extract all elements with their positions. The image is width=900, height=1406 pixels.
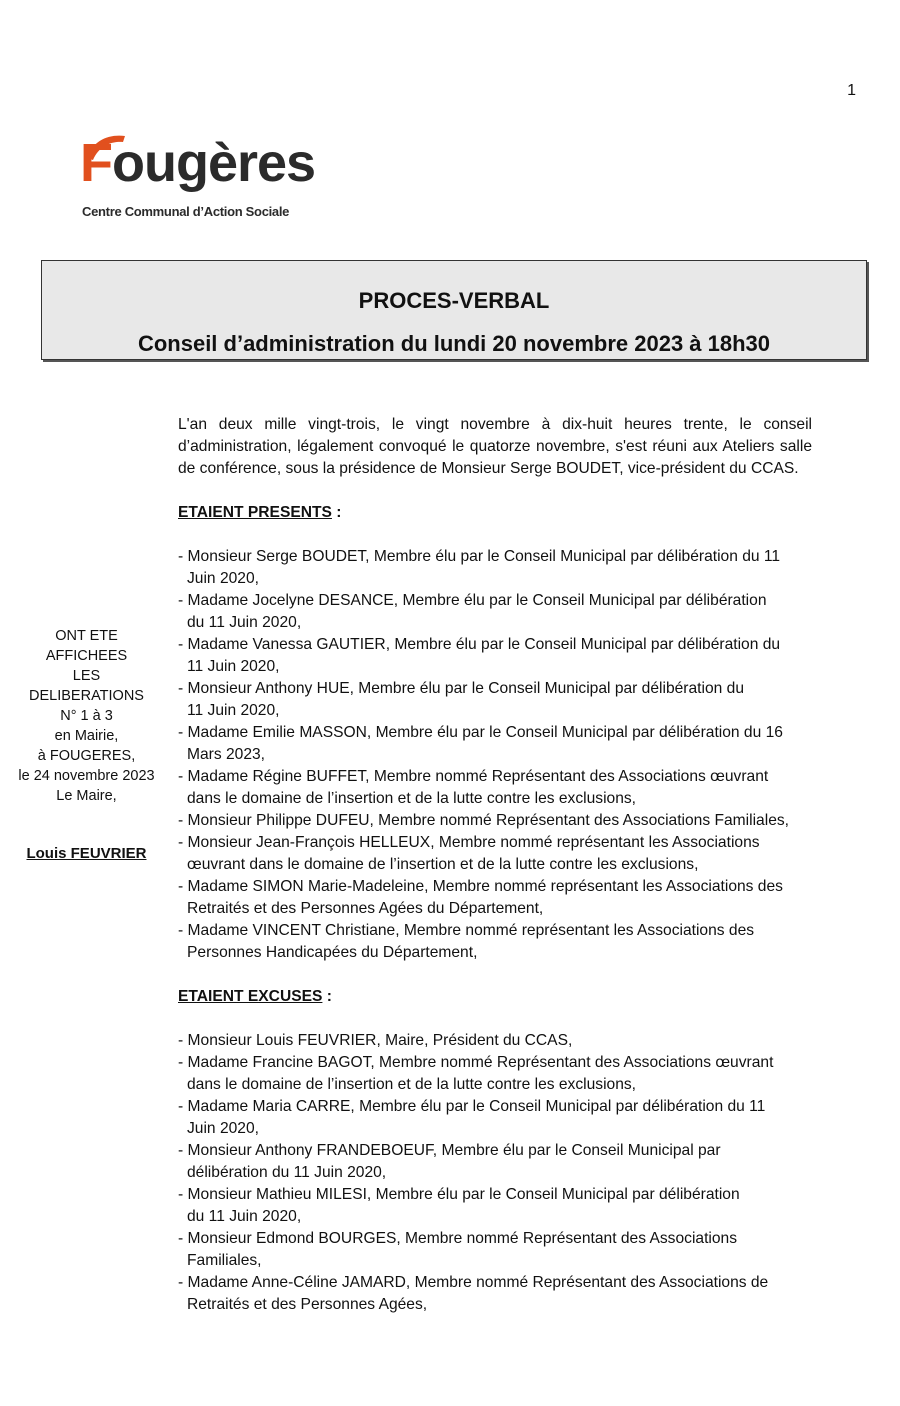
list-item [178, 590, 812, 634]
notice-line: le 24 novembre 2023 [18, 768, 155, 784]
section-heading-presents [178, 502, 812, 524]
heading-text: ETAIENT EXCUSES [178, 988, 323, 1005]
item-text: - Madame Emilie MASSON, Membre élu par le Conseil Municipal par délibération du 16 [178, 724, 783, 741]
logo [80, 132, 320, 224]
heading-text: ETAIENT PRESENTS [178, 504, 332, 521]
list-item [178, 1184, 812, 1228]
item-text: - Monsieur Louis FEUVRIER, Maire, Président du CCAS, [178, 1032, 573, 1049]
item-continuation: œuvrant dans le domaine de l’insertion et de la lutte contre les exclusions, [187, 856, 699, 873]
item-text: - Monsieur Edmond BOURGES, Membre nommé Représentant des Associations [178, 1230, 738, 1247]
list-item [178, 832, 812, 876]
item-continuation: dans le domaine de l’insertion et de la lutte contre les exclusions, [187, 790, 637, 807]
item-text: - Monsieur Philippe DUFEU, Membre nommé Représentant des Associations Familiales, [178, 812, 789, 829]
item-text: - Madame Régine BUFFET, Membre nommé Représentant des Associations œuvrant [178, 768, 769, 785]
excuses-list [178, 1030, 812, 1316]
notice-line: N° 1 à 3 [60, 708, 113, 724]
item-continuation: dans le domaine de l’insertion et de la lutte contre les exclusions, [187, 1076, 637, 1093]
item-text: - Madame SIMON Marie-Madeleine, Membre nommé représentant les Associations des [178, 878, 783, 895]
list-item [178, 1030, 812, 1052]
item-text: - Monsieur Serge BOUDET, Membre élu par le Conseil Municipal par délibération du 11 [178, 548, 781, 565]
posting-notice [14, 626, 159, 864]
list-item [178, 1228, 812, 1272]
list-item [178, 766, 812, 810]
intro-paragraph: L'an deux mille vingt-trois, le vingt novembre à dix-huit heures trente, le conseil d’administration, légalement convoqué le quatorze novembre, s'est réuni aux Ateliers salle de conférence, sous la présidence de Monsieur Serge BOUDET, vice-président du CCAS. [178, 416, 812, 477]
heading-colon: : [322, 988, 332, 1005]
page-number: 1 [847, 82, 856, 99]
heading-colon: : [331, 504, 342, 521]
item-continuation: Familiales, [187, 1252, 262, 1269]
item-continuation: 11 Juin 2020, [187, 702, 280, 719]
list-item [178, 920, 812, 964]
item-continuation: Retraités et des Personnes Agées, [187, 1296, 428, 1313]
list-item [178, 722, 812, 766]
document-title: PROCES-VERBAL [358, 288, 550, 313]
document-body [178, 414, 812, 1316]
item-continuation: du 11 Juin 2020, [187, 614, 302, 631]
list-item [178, 1052, 812, 1096]
title-box [41, 260, 867, 360]
item-text: - Madame Anne-Céline JAMARD, Membre nommé Représentant des Associations de [178, 1274, 769, 1291]
item-continuation: Juin 2020, [187, 570, 259, 587]
list-item [178, 678, 812, 722]
item-text: - Madame Jocelyne DESANCE, Membre élu par le Conseil Municipal par délibération [178, 592, 767, 609]
item-text: - Monsieur Anthony FRANDEBOEUF, Membre élu par le Conseil Municipal par [178, 1142, 721, 1159]
presents-list [178, 546, 812, 964]
section-heading-excuses [178, 986, 812, 1008]
notice-line: Le Maire, [56, 788, 117, 804]
item-continuation: 11 Juin 2020, [187, 658, 280, 675]
item-continuation: délibération du 11 Juin 2020, [187, 1164, 387, 1181]
list-item [178, 634, 812, 678]
list-item [178, 810, 812, 832]
item-continuation: Mars 2023, [187, 746, 266, 763]
item-continuation: Personnes Handicapées du Département, [187, 944, 478, 961]
item-continuation: du 11 Juin 2020, [187, 1208, 302, 1225]
item-text: - Monsieur Mathieu MILESI, Membre élu par le Conseil Municipal par délibération [178, 1186, 740, 1203]
list-item [178, 876, 812, 920]
item-continuation: Juin 2020, [187, 1120, 259, 1137]
list-item [178, 1272, 812, 1316]
item-text: - Madame VINCENT Christiane, Membre nommé représentant les Associations des [178, 922, 755, 939]
logo-wordmark: Fougères [80, 133, 316, 193]
list-item [178, 1096, 812, 1140]
list-item [178, 546, 812, 590]
document-subtitle: Conseil d’administration du lundi 20 novembre 2023 à 18h30 [137, 331, 771, 356]
notice-line: ONT ETE AFFICHEES [45, 628, 128, 664]
item-text: - Madame Francine BAGOT, Membre nommé Représentant des Associations œuvrant [178, 1054, 774, 1071]
notice-line: en Mairie, [54, 728, 119, 744]
mayor-signature-name: Louis FEUVRIER [26, 845, 147, 862]
item-continuation: Retraités et des Personnes Agées du Département, [187, 900, 544, 917]
item-text: - Monsieur Jean-François HELLEUX, Membre nommé représentant les Associations [178, 834, 760, 851]
notice-line: à FOUGERES, [37, 748, 136, 764]
logo-subtitle: Centre Communal d’Action Sociale [82, 204, 290, 219]
notice-line: LES DELIBERATIONS [29, 668, 144, 704]
item-text: - Madame Vanessa GAUTIER, Membre élu par le Conseil Municipal par délibération du [178, 636, 781, 653]
item-text: - Monsieur Anthony HUE, Membre élu par le Conseil Municipal par délibération du [178, 680, 744, 697]
list-item [178, 1140, 812, 1184]
item-text: - Madame Maria CARRE, Membre élu par le Conseil Municipal par délibération du 11 [178, 1098, 766, 1115]
